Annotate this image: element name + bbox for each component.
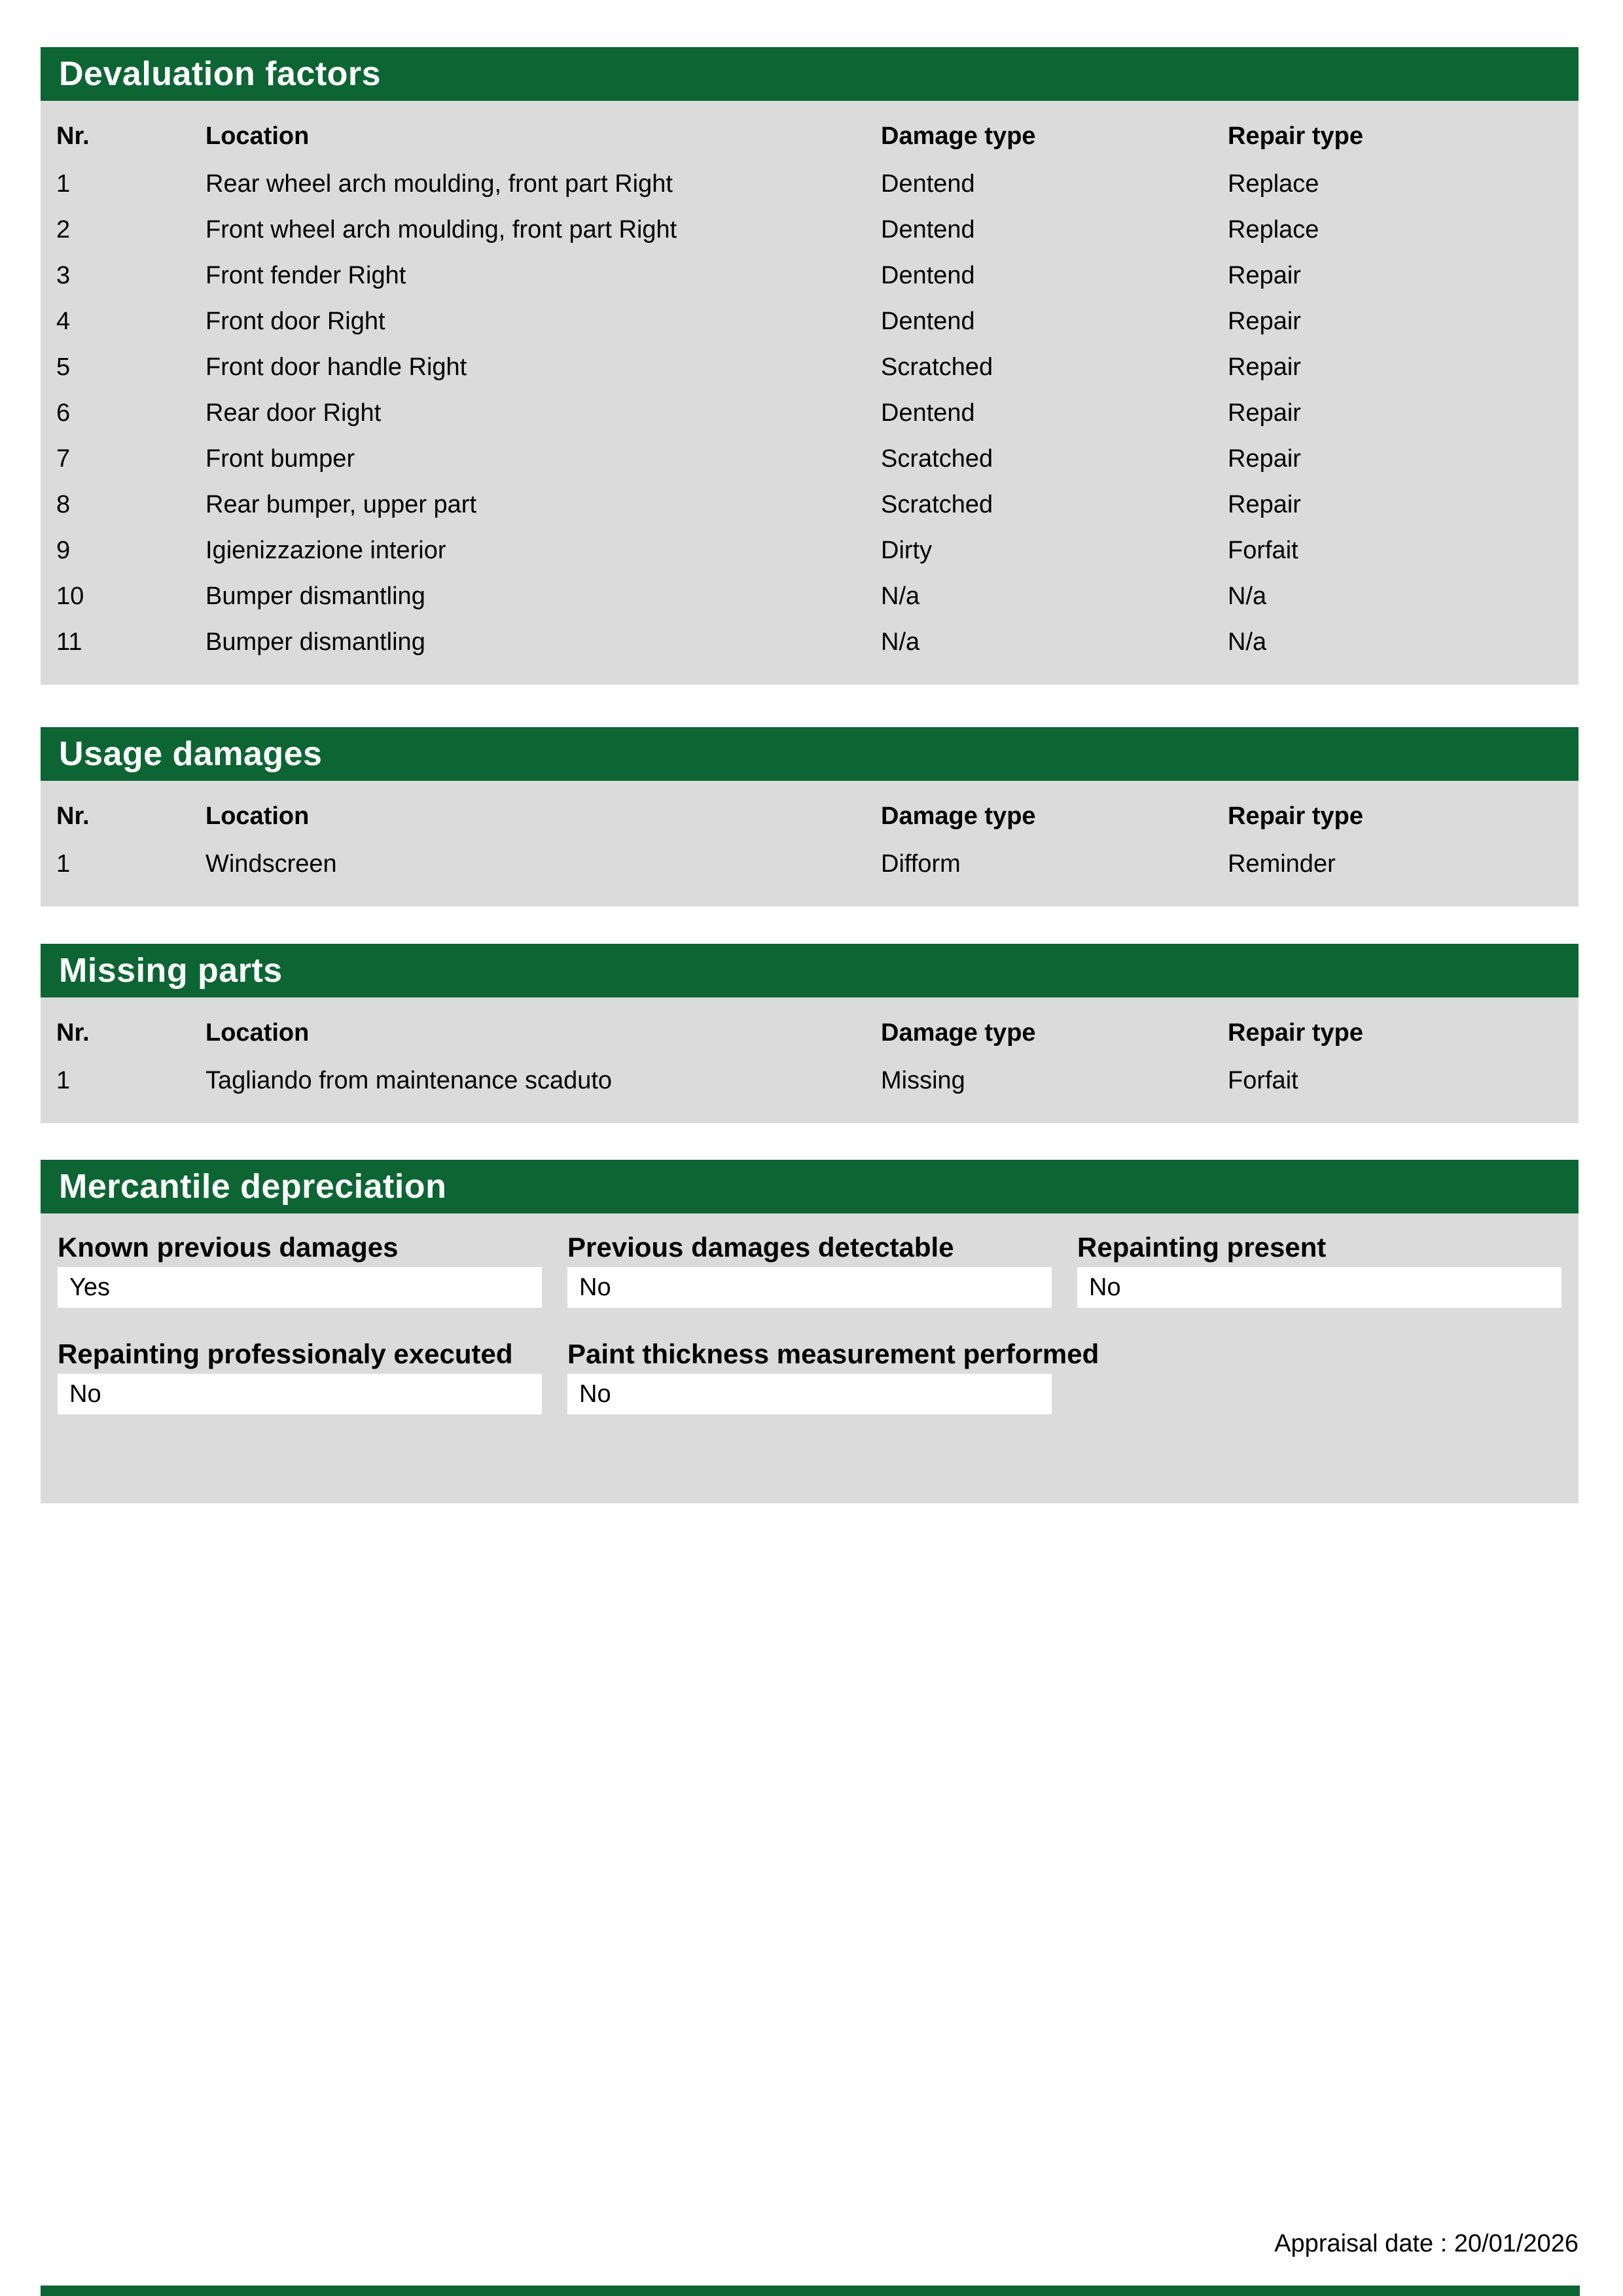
cell-damage: Dentend	[881, 261, 975, 289]
column-header-location: Location	[205, 122, 310, 150]
section-title: Missing parts	[59, 952, 283, 990]
field-previous-damages-detectable	[567, 1233, 1052, 1308]
cell-nr: 10	[56, 582, 84, 610]
cell-nr: 3	[56, 261, 71, 289]
table-row	[56, 344, 1563, 390]
cell-damage: Missing	[881, 1066, 965, 1094]
column-header-repair-type: Repair type	[1228, 802, 1363, 830]
cell-location: Rear wheel arch moulding, front part Right	[205, 170, 673, 198]
table-row	[56, 390, 1563, 436]
field-label: Repainting professionaly executed	[58, 1338, 513, 1369]
field-value-box: No	[567, 1374, 1052, 1414]
cell-nr: 11	[56, 628, 82, 656]
field-value-box: No	[1077, 1267, 1561, 1308]
cell-nr: 1	[56, 850, 71, 878]
cell-damage: N/a	[881, 582, 920, 610]
cell-location: Windscreen	[205, 850, 337, 878]
mercantile-fields	[41, 1213, 1578, 1503]
section-title: Devaluation factors	[59, 55, 382, 93]
field-value-box: Yes	[58, 1267, 542, 1308]
mercantile-fields-row-2	[58, 1340, 1561, 1414]
column-header-repair-type: Repair type	[1228, 1018, 1363, 1047]
field-repainting-professionaly-executed	[58, 1340, 542, 1414]
cell-nr: 2	[56, 215, 71, 243]
cell-repair: Repair	[1228, 307, 1301, 335]
cell-damage: Scratched	[881, 444, 993, 473]
cell-repair: Repair	[1228, 399, 1301, 427]
section-header-bar	[41, 944, 1578, 997]
column-header-repair-type: Repair type	[1228, 122, 1363, 150]
cell-nr: 1	[56, 170, 71, 198]
cell-location: Front door handle Right	[205, 353, 467, 381]
cell-damage: N/a	[881, 628, 920, 656]
cell-repair: Repair	[1228, 490, 1301, 518]
column-header-damage-type: Damage type	[881, 122, 1036, 150]
section-mercantile-depreciation	[41, 1160, 1578, 1503]
section-title: Usage damages	[59, 735, 323, 773]
table-row	[56, 253, 1563, 298]
cell-repair: Reminder	[1228, 850, 1336, 878]
section-header-bar	[41, 727, 1578, 781]
cell-repair: Forfait	[1228, 536, 1298, 564]
cell-location: Igienizzazione interior	[205, 536, 446, 564]
cell-repair: N/a	[1228, 628, 1267, 656]
cell-repair: Replace	[1228, 170, 1319, 198]
cell-repair: Repair	[1228, 353, 1301, 381]
cell-nr: 7	[56, 444, 71, 473]
table-row	[56, 619, 1563, 665]
section-header-bar	[41, 47, 1578, 101]
cell-repair: N/a	[1228, 582, 1267, 610]
field-label: Repainting present	[1077, 1232, 1327, 1263]
section-header-bar	[41, 1160, 1578, 1213]
cell-damage: Scratched	[881, 353, 993, 381]
section-devaluation-factors	[41, 47, 1578, 685]
page-content	[41, 0, 1578, 1503]
field-label: Known previous damages	[58, 1232, 399, 1263]
cell-nr: 1	[56, 1066, 71, 1094]
table-row	[56, 161, 1563, 207]
cell-repair: Repair	[1228, 444, 1301, 473]
cell-location: Bumper dismantling	[205, 582, 425, 610]
cell-damage: Scratched	[881, 490, 993, 518]
cell-location: Front bumper	[205, 444, 355, 473]
cell-damage: Dentend	[881, 215, 975, 243]
cell-location: Rear door Right	[205, 399, 382, 427]
cell-location: Tagliando from maintenance scaduto	[205, 1066, 613, 1094]
field-value-box: No	[58, 1374, 542, 1414]
table-row	[56, 841, 1563, 887]
cell-nr: 6	[56, 399, 71, 427]
table-header-row	[56, 111, 1563, 161]
mercantile-fields-row-1	[58, 1233, 1561, 1308]
cell-repair: Replace	[1228, 215, 1319, 243]
table-row	[56, 436, 1563, 482]
column-header-nr: Nr.	[56, 122, 90, 150]
cell-damage: Dentend	[881, 399, 975, 427]
cell-damage: Difform	[881, 850, 961, 878]
cell-location: Front door Right	[205, 307, 385, 335]
missing-table	[41, 997, 1578, 1123]
cell-location: Bumper dismantling	[205, 628, 425, 656]
section-missing-parts	[41, 944, 1578, 1123]
usage-table	[41, 781, 1578, 906]
cell-damage: Dentend	[881, 170, 975, 198]
column-header-nr: Nr.	[56, 802, 90, 830]
field-value-box: No	[567, 1267, 1052, 1308]
appraisal-date: Appraisal date : 20/01/2026	[1274, 2230, 1578, 2257]
cell-damage: Dentend	[881, 307, 975, 335]
section-usage-damages	[41, 727, 1578, 906]
table-row	[56, 1058, 1563, 1103]
section-title: Mercantile depreciation	[59, 1168, 447, 1206]
cell-repair: Repair	[1228, 261, 1301, 289]
cell-nr: 5	[56, 353, 71, 381]
field-paint-thickness-measurement-performed	[567, 1338, 1099, 1414]
cell-damage: Dirty	[881, 536, 933, 564]
field-label: Previous damages detectable	[567, 1232, 954, 1263]
column-header-damage-type: Damage type	[881, 1018, 1036, 1047]
table-row	[56, 298, 1563, 344]
field-repainting-present	[1077, 1233, 1561, 1308]
cell-location: Front fender Right	[205, 261, 406, 289]
table-header-row	[56, 1008, 1563, 1058]
table-row	[56, 573, 1563, 619]
field-known-previous-damages	[58, 1233, 542, 1308]
cell-repair: Forfait	[1228, 1066, 1298, 1094]
cell-nr: 8	[56, 490, 71, 518]
column-header-damage-type: Damage type	[881, 802, 1036, 830]
table-header-row	[56, 791, 1563, 841]
footer-rule	[41, 2286, 1580, 2296]
cell-location: Front wheel arch moulding, front part Right	[205, 215, 677, 243]
table-row	[56, 528, 1563, 573]
table-row	[56, 482, 1563, 528]
cell-location: Rear bumper, upper part	[205, 490, 477, 518]
field-label: Paint thickness measurement performed	[567, 1338, 1099, 1369]
column-header-location: Location	[205, 802, 310, 830]
table-row	[56, 207, 1563, 253]
column-header-location: Location	[205, 1018, 310, 1047]
devaluation-table	[41, 101, 1578, 685]
cell-nr: 9	[56, 536, 71, 564]
cell-nr: 4	[56, 307, 71, 335]
empty-cell	[1077, 1340, 1561, 1414]
column-header-nr: Nr.	[56, 1018, 90, 1047]
